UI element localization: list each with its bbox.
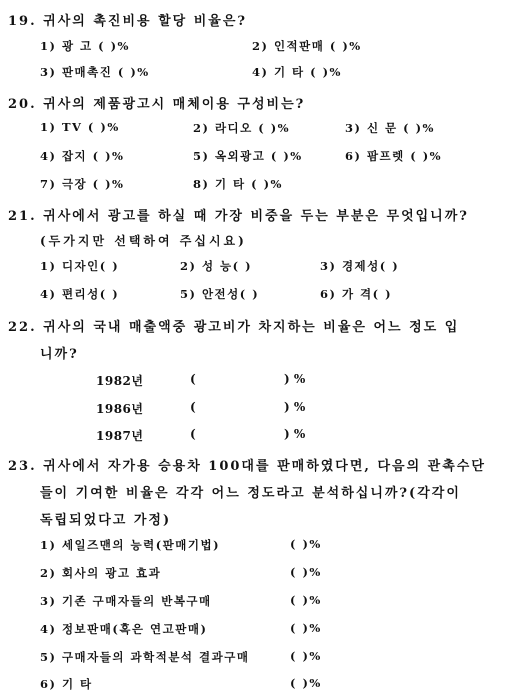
q20-option-theater: 7) 극장 ( )% <box>40 177 125 191</box>
q22-blank-close: ) % <box>284 400 306 414</box>
question-23-title-line1: 23. 귀사에서 자가용 승용차 100대를 판매하였다면, 다음의 관촉수단 <box>8 459 486 474</box>
q20-option-tv: 1) TV ( )% <box>40 120 120 134</box>
question-19-title: 19. 귀사의 촉진비용 할당 비율은? <box>8 14 248 29</box>
q19-option-advertising: 1) 광 고 ( )% <box>40 39 130 53</box>
q23-item-other: 6) 기 타 <box>40 677 93 691</box>
q22-blank-open: ( <box>190 372 196 386</box>
q22-blank-close: ) % <box>284 372 306 386</box>
q21-option-design: 1) 디자인( ) <box>40 259 120 273</box>
question-21-note: (두가지만 선택하여 주십시요) <box>40 234 247 248</box>
q23-item-blank: ( )% <box>290 537 322 551</box>
q20-option-pamphlet: 6) 팜프렛 ( )% <box>345 149 443 163</box>
q20-option-newspaper: 3) 신 문 ( )% <box>345 121 435 135</box>
question-22-title-line2: 니까? <box>40 347 79 362</box>
q22-year-1987: 1987년 <box>96 429 144 443</box>
q23-item-blank: ( )% <box>290 649 322 663</box>
q22-year-1986: 1986년 <box>96 402 144 416</box>
q23-item-blank: ( )% <box>290 676 322 690</box>
q23-item-scientific-purchase: 5) 구매자들의 과학적분석 결과구매 <box>40 650 250 664</box>
question-23-title-line3: 독립되었다고 가정) <box>40 513 172 528</box>
q23-item-blank: ( )% <box>290 565 322 579</box>
question-21-title: 21. 귀사에서 광고를 하실 때 가장 비중을 두는 부분은 무엇입니까? <box>8 209 469 224</box>
q21-option-performance: 2) 성 능( ) <box>180 259 253 273</box>
question-20-title: 20. 귀사의 제품광고시 매체이용 구성비는? <box>8 97 306 112</box>
q23-item-salesman: 1) 세일즈맨의 능력(판매기법) <box>40 538 221 552</box>
q22-blank-close: ) % <box>284 427 306 441</box>
q21-option-price: 6) 가 격( ) <box>320 287 393 301</box>
question-22-title-line1: 22. 귀사의 국내 매출액중 광고비가 차지하는 비율은 어느 정도 입 <box>8 320 460 335</box>
question-23-title-line2: 들이 기여한 비율은 각각 어느 정도라고 분석하십니까?(각각이 <box>40 486 461 501</box>
q22-blank-open: ( <box>190 400 196 414</box>
q19-option-sales-promotion: 3) 판매촉진 ( )% <box>40 65 150 79</box>
q22-blank-open: ( <box>190 427 196 441</box>
q23-item-repeat-purchase: 3) 기존 구매자들의 반복구매 <box>40 594 212 608</box>
q20-option-magazine: 4) 잡지 ( )% <box>40 149 125 163</box>
q20-option-radio: 2) 라디오 ( )% <box>193 121 291 135</box>
q23-item-blank: ( )% <box>290 593 322 607</box>
q21-option-safety: 5) 안전성( ) <box>180 287 260 301</box>
q21-option-convenience: 4) 편리성( ) <box>40 287 120 301</box>
q23-item-blank: ( )% <box>290 621 322 635</box>
q20-option-other: 8) 기 타 ( )% <box>193 177 283 191</box>
q20-option-outdoor: 5) 옥외광고 ( )% <box>193 149 303 163</box>
q19-option-other: 4) 기 타 ( )% <box>252 65 342 79</box>
q22-year-1982: 1982년 <box>96 374 144 388</box>
q23-item-information-selling: 4) 정보판매(혹은 연고판매) <box>40 622 208 636</box>
q19-option-personal-selling: 2) 인적판매 ( )% <box>252 39 362 53</box>
q21-option-economy: 3) 경제성( ) <box>320 259 400 273</box>
q23-item-advertising: 2) 회사의 광고 효과 <box>40 566 162 580</box>
